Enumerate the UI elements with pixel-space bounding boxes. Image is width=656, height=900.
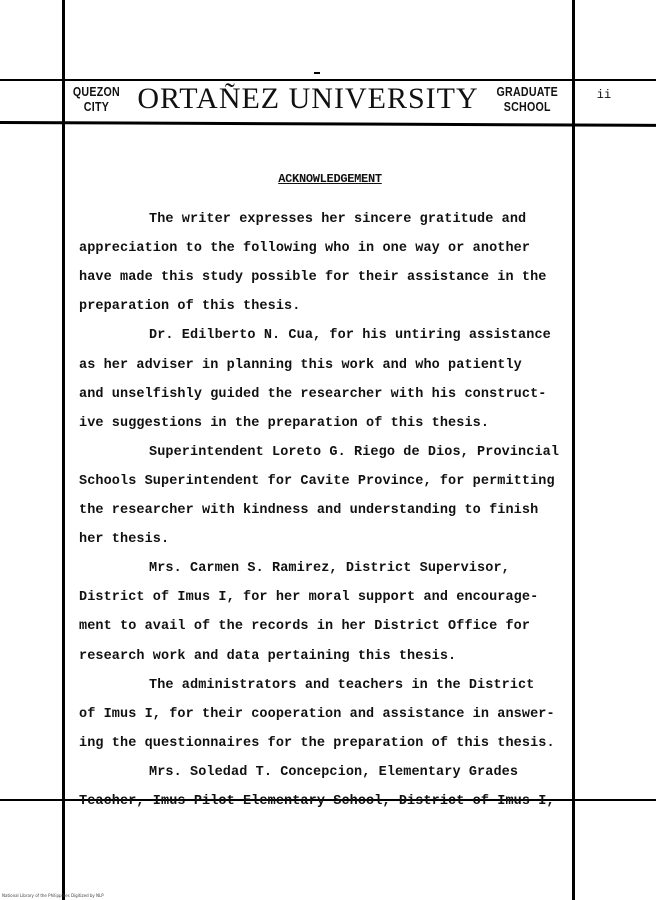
- body-line: The administrators and teachers in the District: [149, 677, 535, 693]
- scan-footer: National Library of the Philippines Digitized by NLP: [2, 893, 104, 898]
- body-line: Mrs. Carmen S. Ramirez, District Supervisor,: [149, 561, 510, 577]
- left-margin-rule: [62, 0, 65, 900]
- header-top-rule: [0, 79, 656, 81]
- body-line: preparation of this thesis.: [79, 299, 301, 315]
- body-line: her thesis.: [79, 532, 170, 548]
- body-line: The writer expresses her sincere gratitude and: [149, 212, 527, 227]
- body-line: ment to avail of the records in her District Office for: [79, 619, 531, 635]
- right-margin-rule: [572, 0, 575, 900]
- body-line: research work and data pertaining this thesis.: [79, 648, 457, 664]
- header-bottom-rule: [0, 121, 656, 127]
- letterhead-university: ORTAÑEZ UNIVERSITY: [137, 82, 479, 115]
- body-line: Teacher, Imus Pilot Elementary School, District of Imus I,: [79, 794, 555, 809]
- body-line: appreciation to the following who in one way or another: [79, 241, 531, 257]
- body-line: Mrs. Soledad T. Concepcion, Elementary Grades: [149, 764, 519, 780]
- body-line: of Imus I, for their cooperation and assistance in answer-: [79, 706, 555, 722]
- body-line: Dr. Edilberto N. Cua, for his untiring assistance: [149, 328, 551, 344]
- body-line: Superintendent Loreto G. Riego de Dios, Provincial: [149, 444, 560, 460]
- letterhead-school: GRADUATE SCHOOL: [496, 84, 559, 114]
- body-line: have made this study possible for their assistance in the: [79, 270, 547, 286]
- body-line: District of Imus I, for her moral support and encourage-: [79, 590, 539, 606]
- section-title: ACKNOWLEDGEMENT: [278, 172, 382, 186]
- body-line: the researcher with kindness and understanding to finish: [79, 503, 539, 518]
- body-line: ing the questionnaires for the preparation of this thesis.: [79, 735, 555, 751]
- stray-mark: [314, 72, 320, 74]
- page-number: ii: [596, 88, 612, 102]
- body-line: Schools Superintendent for Cavite Province, for permitting: [79, 473, 555, 489]
- body-line: and unselfishly guided the researcher with his construct-: [79, 386, 547, 402]
- body-line: ive suggestions in the preparation of this thesis.: [79, 415, 490, 431]
- body-line: as her adviser in planning this work and who patiently: [79, 357, 522, 373]
- letterhead-city: QUEZON CITY: [72, 84, 120, 114]
